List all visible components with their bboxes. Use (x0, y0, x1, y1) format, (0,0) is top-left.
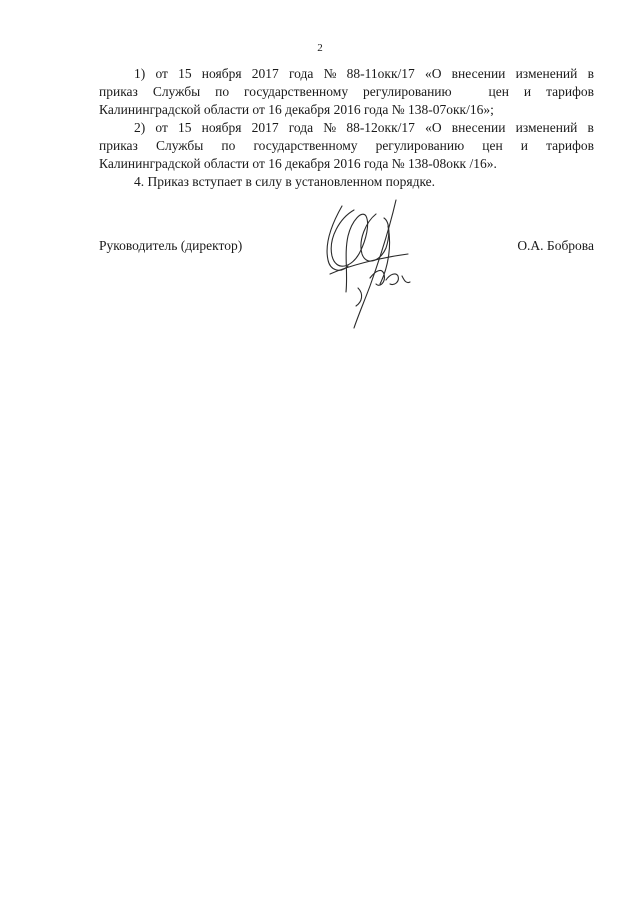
item-2-line-2: приказ Службы по государственному регулированию цен и тарифов (99, 138, 594, 153)
signature-stroke (386, 274, 398, 285)
signature-stroke (327, 206, 348, 270)
signature-stroke (402, 276, 410, 283)
item-2-line-1: 2) от 15 ноября 2017 года № 88-12окк/17 «О внесении изменений в (134, 120, 594, 135)
signature-stroke (356, 288, 362, 306)
point-4-text: 4. Приказ вступает в силу в установленном порядке. (134, 174, 436, 189)
signature-stroke (354, 200, 396, 328)
signature-stroke (330, 254, 408, 274)
item-1-line-1: 1) от 15 ноября 2017 года № 88-11окк/17 «О внесении изменений в (134, 66, 594, 81)
item-1-line-3: Калининградской области от 16 декабря 2016 года № 138-07окк/16»; (99, 102, 494, 117)
signature-stroke (331, 210, 367, 292)
page-number: 2 (317, 42, 323, 54)
item-2-line-3: Калининградской области от 16 декабря 2016 года № 138-08окк /16». (99, 156, 497, 171)
item-1-line-2: приказ Службы по государственному регулированию цен и тарифов (99, 84, 594, 99)
signatory-title: Руководитель (директор) (99, 238, 243, 253)
handwritten-signature (318, 196, 418, 331)
signatory-name: О.А. Боброва (517, 238, 594, 253)
